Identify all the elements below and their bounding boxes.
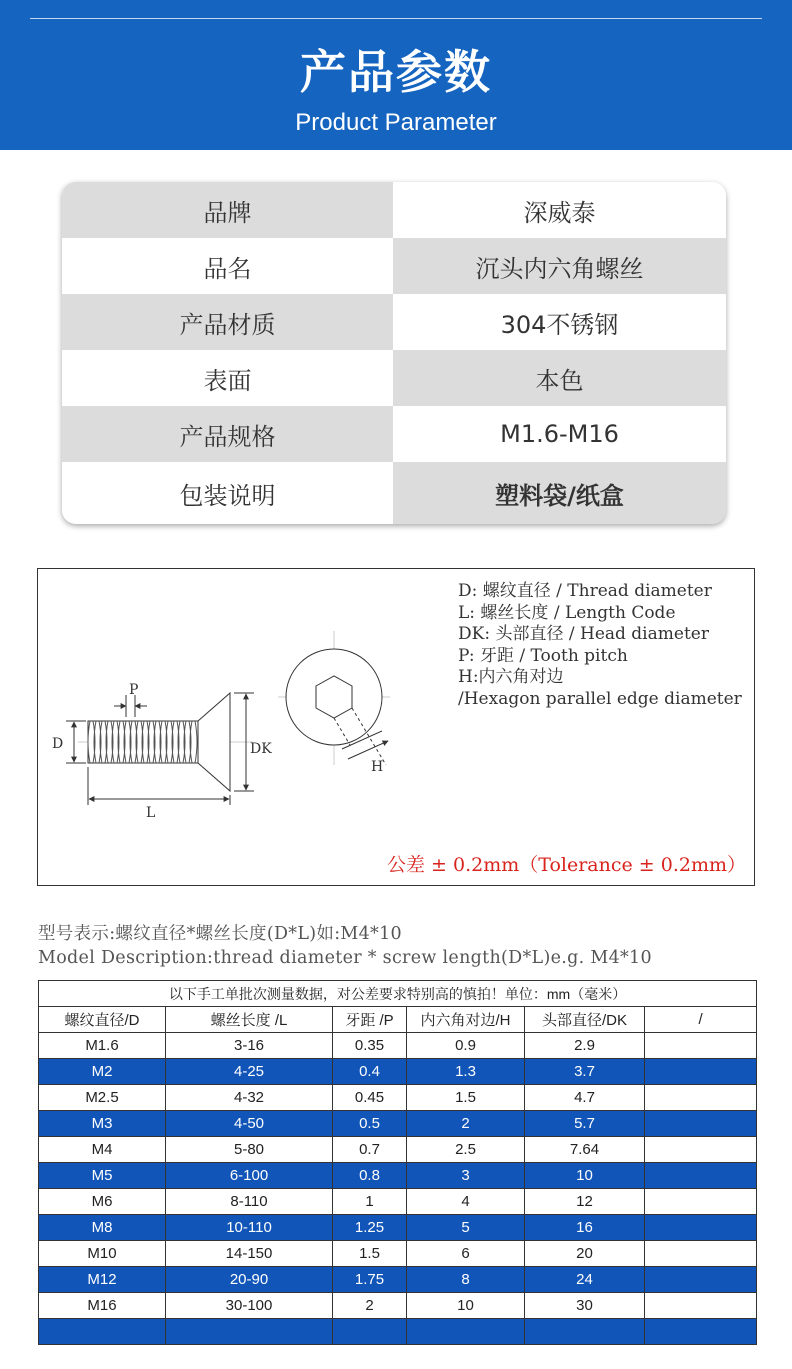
header-divider: [30, 18, 762, 19]
table-cell: 10: [407, 1293, 525, 1319]
table-cell: 0.5: [333, 1111, 407, 1137]
table-cell: [407, 1319, 525, 1345]
table-row: [39, 1163, 757, 1189]
table-cell: 2: [333, 1293, 407, 1319]
legend-line: P: 牙距 / Tooth pitch: [458, 645, 628, 666]
table-row: [39, 1267, 757, 1293]
table-cell: 0.9: [407, 1033, 525, 1059]
table-cell: 4.7: [525, 1085, 645, 1111]
page-title: 产品参数: [300, 45, 492, 99]
table-cell: 30: [525, 1293, 645, 1319]
legend-line: D: 螺纹直径 / Thread diameter: [458, 581, 712, 601]
table-cell: [525, 1319, 645, 1345]
table-cell: [645, 1163, 757, 1189]
model-description-cn: 型号表示:螺纹直径*螺丝长度(D*L)如:M4*10: [38, 924, 402, 944]
column-header: /: [645, 1007, 757, 1033]
table-cell: 0.45: [333, 1085, 407, 1111]
table-cell: 14-150: [166, 1241, 333, 1267]
table-cell: 6: [407, 1241, 525, 1267]
label-dk: DK: [250, 741, 272, 757]
screw-dimension-diagram: [37, 568, 755, 886]
table-cell: 0.8: [333, 1163, 407, 1189]
table-row: [39, 1059, 757, 1085]
table-cell: M3: [39, 1111, 166, 1137]
table-cell: 1.75: [333, 1267, 407, 1293]
model-description-en: Model Description:thread diameter * screw length(D*L)e.g. M4*10: [38, 948, 652, 968]
table-cell: 4-25: [166, 1059, 333, 1085]
table-row: [39, 1137, 757, 1163]
legend-line: DK: 头部直径 / Head diameter: [458, 624, 709, 644]
table-cell: 2.5: [407, 1137, 525, 1163]
table-cell: [645, 1033, 757, 1059]
table-cell: M2.5: [39, 1085, 166, 1111]
table-cell: 1.3: [407, 1059, 525, 1085]
table-header-row: [39, 1007, 757, 1033]
table-cell: 20: [525, 1241, 645, 1267]
param-value: 304不锈钢: [393, 294, 726, 350]
parameter-card: [62, 182, 726, 524]
screw-side-view: [66, 693, 254, 805]
table-row: [39, 1293, 757, 1319]
table-row: [39, 1319, 757, 1345]
table-cell: 24: [525, 1267, 645, 1293]
table-cell: 1.5: [407, 1085, 525, 1111]
table-cell: M2: [39, 1059, 166, 1085]
table-cell: M10: [39, 1241, 166, 1267]
table-cell: [645, 1241, 757, 1267]
column-header: 螺纹直径/D: [39, 1007, 166, 1033]
header-banner: [0, 0, 792, 150]
table-cell: 10: [525, 1163, 645, 1189]
column-header: 头部直径/DK: [525, 1007, 645, 1033]
table-cell: 4-32: [166, 1085, 333, 1111]
param-value: 塑料袋/纸盒: [393, 462, 726, 524]
table-row: [39, 1215, 757, 1241]
table-row: [39, 1085, 757, 1111]
table-cell: 8: [407, 1267, 525, 1293]
table-cell: 1: [333, 1189, 407, 1215]
table-cell: [333, 1319, 407, 1345]
table-cell: [645, 1267, 757, 1293]
table-row: [39, 1241, 757, 1267]
table-cell: [645, 1137, 757, 1163]
table-row: [39, 1033, 757, 1059]
table-cell: M6: [39, 1189, 166, 1215]
spec-table: [38, 980, 757, 1345]
model-description: [38, 922, 652, 970]
table-cell: 8-110: [166, 1189, 333, 1215]
table-cell: 5: [407, 1215, 525, 1241]
table-note: 以下手工单批次测量数据，对公差要求特别高的慎拍！单位：mm（毫米）: [39, 981, 757, 1007]
param-label: 产品材质: [62, 294, 393, 350]
table-cell: 0.35: [333, 1033, 407, 1059]
table-cell: 0.4: [333, 1059, 407, 1085]
table-cell: [645, 1059, 757, 1085]
table-cell: 5.7: [525, 1111, 645, 1137]
tolerance-note: 公差 ± 0.2mm（Tolerance ± 0.2mm）: [387, 854, 746, 876]
legend-line: H:内六角对边: [458, 667, 564, 687]
table-cell: M8: [39, 1215, 166, 1241]
table-cell: 3: [407, 1163, 525, 1189]
param-value: 沉头内六角螺丝: [393, 238, 726, 294]
column-header: 螺丝长度 /L: [166, 1007, 333, 1033]
table-cell: 20-90: [166, 1267, 333, 1293]
param-label: 产品规格: [62, 406, 393, 462]
param-row: [62, 182, 726, 238]
param-row: [62, 406, 726, 462]
table-cell: [645, 1319, 757, 1345]
table-cell: [645, 1293, 757, 1319]
param-label: 品名: [62, 238, 393, 294]
param-row: [62, 462, 726, 524]
table-cell: [166, 1319, 333, 1345]
legend-line: /Hexagon parallel edge diameter: [458, 688, 742, 709]
page-subtitle: Product Parameter: [295, 109, 497, 136]
table-cell: 16: [525, 1215, 645, 1241]
table-cell: 7.64: [525, 1137, 645, 1163]
table-cell: [645, 1085, 757, 1111]
label-h: H: [371, 759, 384, 775]
table-cell: 6-100: [166, 1163, 333, 1189]
param-row: [62, 350, 726, 406]
table-cell: 0.7: [333, 1137, 407, 1163]
table-cell: 2: [407, 1111, 525, 1137]
param-label: 品牌: [62, 182, 393, 238]
column-header: 牙距 /P: [333, 1007, 407, 1033]
param-value: M1.6-M16: [393, 406, 726, 462]
param-row: [62, 238, 726, 294]
table-note-row: [39, 981, 757, 1007]
param-label: 表面: [62, 350, 393, 406]
table-cell: M5: [39, 1163, 166, 1189]
table-cell: 4: [407, 1189, 525, 1215]
screw-top-view: [278, 631, 390, 765]
table-cell: M4: [39, 1137, 166, 1163]
table-cell: 3.7: [525, 1059, 645, 1085]
table-cell: 2.9: [525, 1033, 645, 1059]
table-cell: 30-100: [166, 1293, 333, 1319]
table-cell: [645, 1111, 757, 1137]
param-label: 包装说明: [62, 462, 393, 524]
legend-line: L: 螺丝长度 / Length Code: [458, 602, 676, 623]
table-cell: M12: [39, 1267, 166, 1293]
label-p: P: [129, 682, 139, 698]
table-cell: [39, 1319, 166, 1345]
table-cell: 4-50: [166, 1111, 333, 1137]
table-cell: M16: [39, 1293, 166, 1319]
param-value: 深威泰: [393, 182, 726, 238]
table-row: [39, 1189, 757, 1215]
param-row: [62, 294, 726, 350]
table-cell: 5-80: [166, 1137, 333, 1163]
table-cell: 10-110: [166, 1215, 333, 1241]
dimension-legend: [458, 581, 742, 710]
table-cell: 1.5: [333, 1241, 407, 1267]
table-cell: 1.25: [333, 1215, 407, 1241]
table-cell: M1.6: [39, 1033, 166, 1059]
table-cell: 12: [525, 1189, 645, 1215]
label-d: D: [52, 736, 64, 752]
param-value: 本色: [393, 350, 726, 406]
column-header: 内六角对边/H: [407, 1007, 525, 1033]
table-cell: 3-16: [166, 1033, 333, 1059]
label-l: L: [146, 805, 156, 821]
table-cell: [645, 1189, 757, 1215]
table-cell: [645, 1215, 757, 1241]
table-row: [39, 1111, 757, 1137]
